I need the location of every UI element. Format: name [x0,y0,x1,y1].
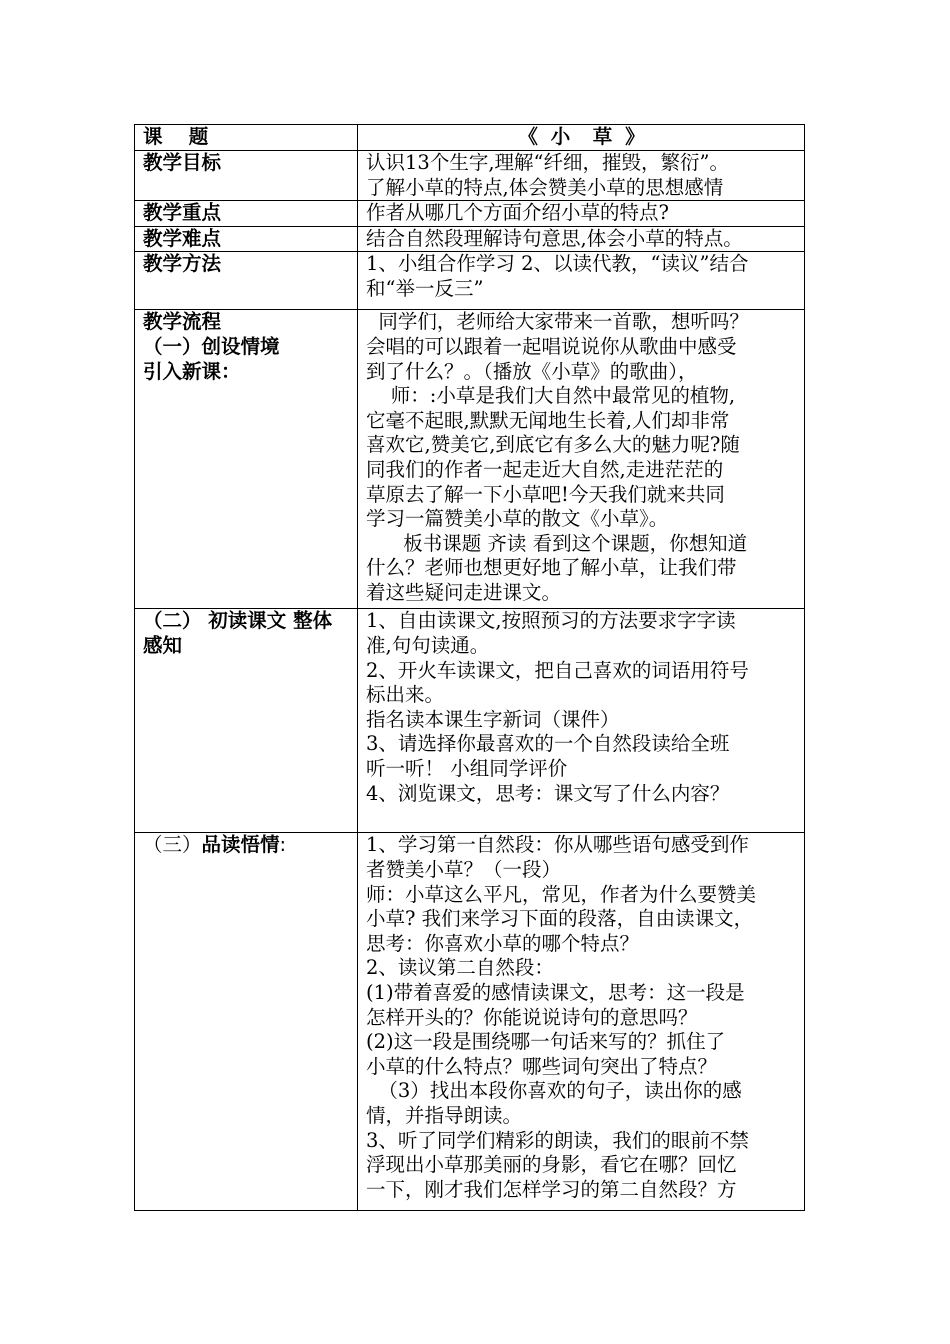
table-row-goal [135,151,805,201]
process-line: 师：:小草是我们大自然中最常见的植物, [366,384,736,408]
process-label-line: 引入新课： [143,359,241,383]
process-line: 草原去了解一下小草吧!今天我们就来共同 [366,482,725,506]
savoring-line: (2)这一段是围绕哪一句话来写的？抓住了 [366,1030,726,1054]
process-line: 板书课题 齐读 看到这个课题，你想知道 [366,531,748,555]
table-row-difficulty [135,226,805,252]
first-reading-line: 准,句句读通。 [366,633,490,657]
process-line: 它毫不起眼,默默无闻地生长着,人们却非常 [366,408,730,432]
method-value [358,252,805,310]
table-row-savoring [135,833,805,1211]
first-reading-line: 2、开火车读课文，把自己喜欢的词语用符号 [366,658,749,682]
process-line: 同我们的作者一起走近大自然,走进茫茫的 [366,457,724,481]
savoring-line: (1)带着喜爱的感情读课文，思考：这一段是 [366,980,745,1004]
first-reading-label [135,609,358,833]
savoring-line: 者赞美小草？（一段） [366,857,562,881]
process-label [135,310,358,609]
savoring-line: 师：小草这么平凡，常见，作者为什么要赞美 [366,882,757,906]
savoring-line: 浮现出小草那美丽的身影，看它在哪？回忆 [366,1153,737,1177]
first-reading-line: 标出来。 [366,683,445,707]
savoring-line: 情，并指导朗读。 [366,1103,523,1127]
savoring-content [358,833,805,1211]
savoring-line: 小草? 我们来学习下面的段落，自由读课文， [366,907,754,931]
savoring-line: 思考：你喜欢小草的哪个特点？ [366,931,640,955]
difficulty-value: 结合自然段理解诗句意思,体会小草的特点。 [358,226,805,252]
process-line: 什么？老师也想更好地了解小草，让我们带 [366,556,737,580]
savoring-line: 1、学习第一自然段：你从哪些语句感受到作 [366,833,749,857]
savoring-line: 一下，刚才我们怎样学习的第二自然段？方 [366,1177,737,1201]
process-line: 到了什么？。（播放《小草》的歌曲）， [366,359,698,383]
goal-label: 教学目标 [135,151,358,201]
savoring-line: （3）找出本段你喜欢的句子，读出你的感 [366,1079,742,1103]
savoring-label-text: 品读悟情 [201,833,280,857]
difficulty-label: 教学难点 [135,226,358,252]
key-point-value: 作者从哪几个方面介绍小草的特点? [358,201,805,227]
first-reading-line: 1、自由读课文,按照预习的方法要求字字读 [366,609,736,633]
first-reading-line: 听一听！ 小组同学评价 [366,756,568,780]
savoring-label-prefix: （三） [143,833,202,857]
first-reading-label-line: 感知 [143,633,183,657]
table-row-topic [135,125,805,151]
savoring-label [135,833,358,1211]
lesson-plan-table [134,124,805,1211]
process-content [358,310,805,609]
first-reading-line: 4、浏览课文，思考：课文写了什么内容？ [366,781,730,805]
table-row-key-point [135,201,805,227]
savoring-line: 小草的什么特点？哪些词句突出了特点？ [366,1054,718,1078]
method-label: 教学方法 [135,252,358,310]
goal-line: 了解小草的特点,体会赞美小草的思想感情 [366,175,724,199]
table-row-method [135,252,805,310]
first-reading-content [358,609,805,833]
savoring-label-suffix: : [279,833,287,857]
topic-value: 《 小 草 》 [358,125,805,151]
method-line: 1、小组合作学习 2、以读代教，“读议”结合 [366,252,749,276]
process-line: 同学们，老师给大家带来一首歌，想听吗？ [366,310,749,334]
table-row-first-reading [135,609,805,833]
process-label-line: （一）创设情境 [143,334,280,358]
process-line: 学习一篇赞美小草的散文《小草》。 [366,507,669,531]
process-line: 喜欢它,赞美它,到底它有多么大的魅力呢?随 [366,433,740,457]
process-line: 会唱的可以跟着一起唱说说你从歌曲中感受 [366,334,737,358]
table-row-process [135,310,805,609]
savoring-line: 怎样开头的？你能说说诗句的意思吗？ [366,1005,698,1029]
method-line: 和“举一反三” [366,276,484,300]
goal-line: 认识13个生字,理解“纤细，摧毁，繁衍”。 [366,151,729,174]
savoring-line: 3、听了同学们精彩的朗读，我们的眼前不禁 [366,1128,749,1152]
first-reading-line: 3、请选择你最喜欢的一个自然段读给全班 [366,732,730,756]
process-line: 着这些疑问走进课文。 [366,580,562,604]
savoring-line: 2、读议第二自然段： [366,956,554,980]
topic-label: 课 题 [135,125,358,151]
key-point-label: 教学重点 [135,201,358,227]
goal-value [358,151,805,201]
process-label-line: 教学流程 [143,310,222,334]
first-reading-line: 指名读本课生字新词（课件） [366,707,620,731]
first-reading-label-line: （二） 初读课文 整体 [143,609,333,633]
